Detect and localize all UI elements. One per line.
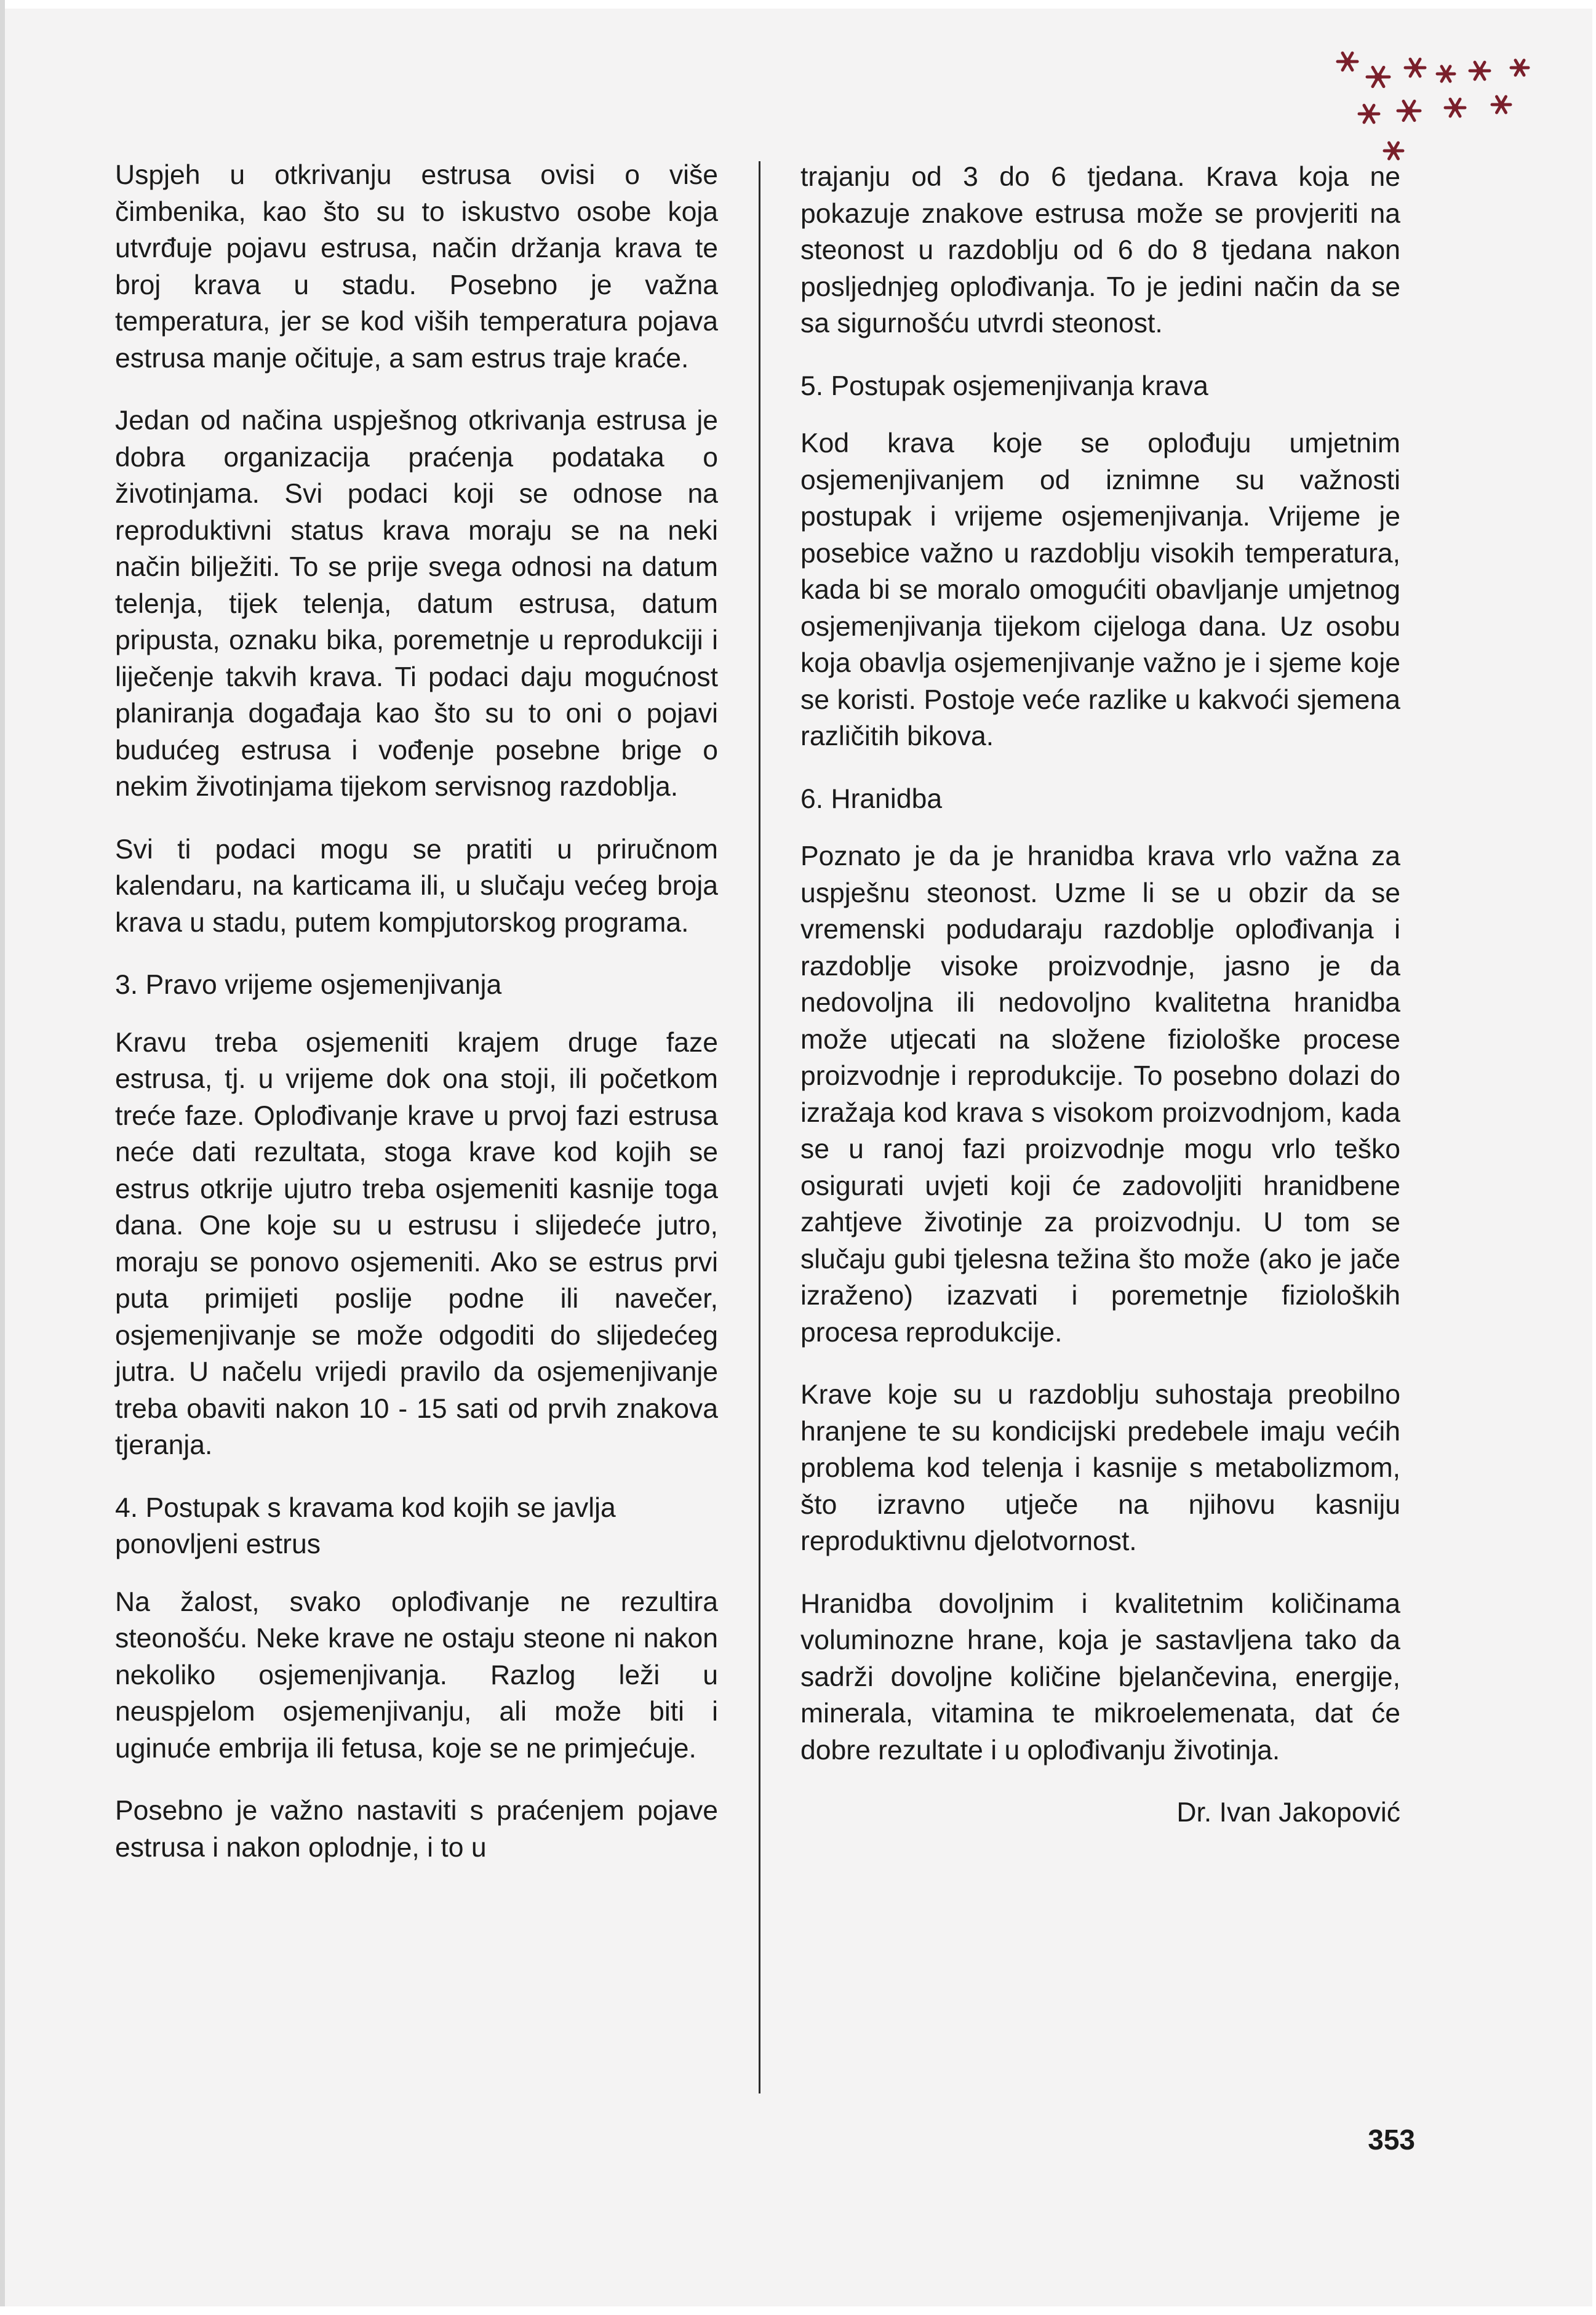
- section-heading: 3. Pravo vrijeme osjemenjivanja: [115, 970, 502, 1000]
- paragraph: Kravu treba osjemeniti krajem druge faze estrusa, tj. u vrijeme dok ona stoji, ili početkom treće faze. Oplođivanje krave u prvoj fazi estrusa neće dati rezultata, stoga krave kod kojih se estrus otkrije ujutro treba osjemeniti kasnije toga dana. One koje su u estrusu i slijedeće jutro, moraju se ponovo osjemeniti. Ako se estrus prvi puta primijeti poslije podne ili navečer, osjemenjivanje se može odgoditi do slijedećeg jutra. U načelu vrijedi pravilo da osjemenjivanje treba obaviti nakon 10 - 15 sati od prvih znakova tjeranja.: [115, 1027, 718, 1460]
- section-heading: 4. Postupak s kravama kod kojih se javlja ponovljeni estrus: [115, 1492, 616, 1559]
- scan-edge-top: [0, 0, 1596, 9]
- snowflake-icon: [1445, 99, 1465, 116]
- section-heading: 6. Hranidba: [800, 783, 943, 814]
- author-signature: Dr. Ivan Jakopović: [1176, 1797, 1400, 1828]
- left-column: [115, 157, 718, 1892]
- snowflake-icon: [1338, 53, 1357, 70]
- snowflake-icon: [1367, 67, 1389, 86]
- scan-edge-right: [1592, 0, 1596, 2315]
- paragraph: trajanju od 3 do 6 tjedana. Krava koja ne pokazuje znakove estrusa može se provjeriti na steonost u razdoblju od 6 do 8 tjedana nakon posljednjeg oplođivanja. To je jedini način da se sa sigurnošću utvrdi steonost.: [800, 162, 1400, 338]
- scan-edge-bottom: [0, 2306, 1596, 2315]
- snowflake-icon: [1511, 60, 1528, 75]
- paragraph: Posebno je važno nastaviti s praćenjem pojave estrusa i nakon oplodnje, i to u: [115, 1796, 718, 1863]
- paragraph: Hranidba dovoljnim i kvalitetnim količinama voluminozne hrane, koja je sastavljena tako da sadrži dovoljne količine bjelančevina, energije, minerala, vitamina te mikroelemenata, dat će dobre rezultate i u oplođivanju životinja.: [800, 1588, 1400, 1765]
- snowflake-icon: [1437, 66, 1454, 81]
- snowflake-cluster-icon: [1323, 43, 1550, 166]
- snowflake-icon: [1492, 97, 1510, 113]
- paragraph: Kod krava koje se oplođuju umjetnim osjemenjivanjem od iznimne su važnosti postupak i vrijeme osjemenjivanja. Vrijeme je posebice važno u razdoblju visokih temperatura, kada bi se moralo omogućiti obavljanje umjetnog osjemenjivanja tijekom cijeloga dana. Uz osobu koja obavlja osjemenjivanje važno je i sjeme koje se koristi. Postoje veće razlike u kakvoći sjemena različitih bikova.: [800, 428, 1400, 751]
- column-divider: [759, 161, 760, 2093]
- paragraph: Jedan od načina uspješnog otkrivanja estrusa je dobra organizacija praćenja podataka o životinjama. Svi podaci koji se odnose na reproduktivni status krava moraju se na neki način bilježiti. To se prije svega odnosi na datum telenja, tijek telenja, datum estrusa, datum pripusta, oznaku bika, poremetnje u reprodukciji i liječenje takvih krava. Ti podaci daju mogućnost planiranja događaja kao što su to oni o pojavi budućeg estrusa i vođenje posebne brige o nekim životinjama tijekom servisnog razdoblja.: [115, 406, 718, 802]
- right-column: [800, 159, 1400, 1857]
- section-heading: 5. Postupak osjemenjivanja krava: [800, 370, 1208, 401]
- paragraph: Svi ti podaci mogu se pratiti u priručnom kalendaru, na karticama ili, u slučaju većeg broja krava u stadu, putem kompjutorskog programa.: [115, 834, 718, 938]
- paragraph: Uspjeh u otkrivanju estrusa ovisi o više čimbenika, kao što su to iskustvo osobe koja utvrđuje pojavu estrusa, način držanja krava te broj krava u stadu. Posebno je važna temperatura, jer se kod viših temperatura pojava estrusa manje očituje, a sam estrus traje kraće.: [115, 160, 718, 374]
- snowflake-icon: [1384, 143, 1403, 159]
- page-number: 353: [1368, 2124, 1415, 2156]
- paragraph: Na žalost, svako oplođivanje ne rezultira steonošću. Neke krave ne ostaju steone ni nakon nekoliko osjemenjivanja. Razlog leži u neuspjelom osjemenjivanju, ali može biti i uginuće embrija ili fetusa, koje se ne primjećuje.: [115, 1586, 718, 1764]
- scan-edge-left: [0, 0, 5, 2315]
- snowflake-icon: [1359, 105, 1379, 122]
- snowflake-icon: [1470, 62, 1490, 79]
- snowflake-icon: [1398, 101, 1420, 120]
- paragraph: Krave koje su u razdoblju suhostaja preobilno hranjene te su kondicijski predebele imaju većih problema kod telenja i kasnije s metabolizmom, što izravno utječe na njihovu kasniju reproduktivnu djelotvornost.: [800, 1380, 1400, 1556]
- paragraph: Poznato je da je hranidba krava vrlo važna za uspješnu steonost. Uzme li se u obzir da se vremenski podudaraju razdoblje oplođivanja i razdoblje visoke proizvodnje, jasno je da nedovoljna ili nedovoljno kvalitetna hranidba može utjecati na složene fiziološke procese proizvodnje i reprodukcije. To posebno dolazi do izražaja kod krava s visokom proizvodnjom, kada se u ranoj fazi proizvodnje mogu vrlo teško osigurati uvjeti koji će zadovoljiti hranidbene zahtjeve životinje za proizvodnju. U tom se slučaju gubi tjelesna težina što može (ako je jače izraženo) izazvati i poremetnje fizioloških procesa reprodukcije.: [800, 841, 1400, 1348]
- snowflake-icon: [1405, 59, 1425, 76]
